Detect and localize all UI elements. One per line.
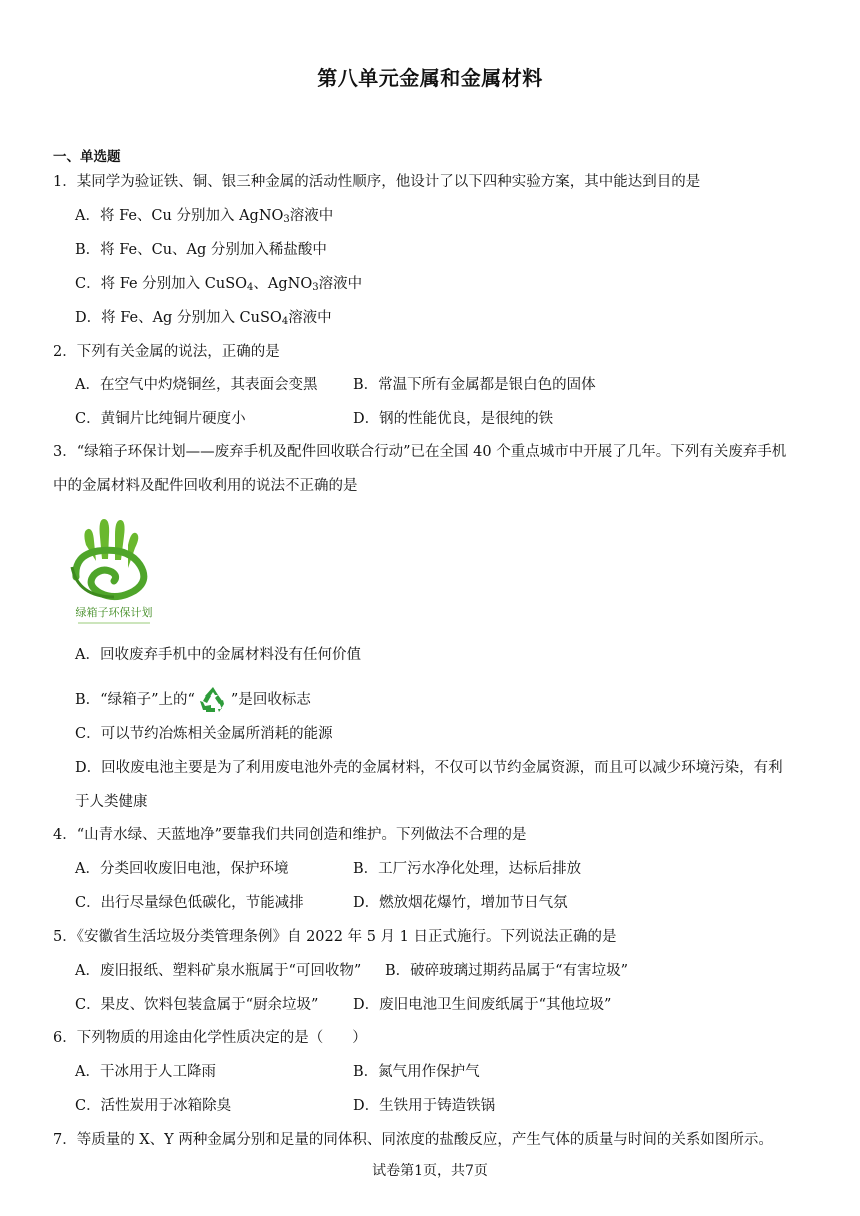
question-3-option-b: B．“绿箱子”上的“ ”是回收标志 — [75, 684, 311, 716]
page-title: 第八单元金属和金属材料 — [317, 66, 543, 90]
question-5-option-b: B．破碎玻璃过期药品属于“有害垃圾” — [385, 963, 628, 979]
question-3-option-d-line-2: 于人类健康 — [75, 794, 148, 810]
question-5-option-c: C．果皮、饮料包装盒属于“厨余垃圾” — [75, 997, 319, 1013]
question-3-option-a: A．回收废弃手机中的金属材料没有任何价值 — [75, 647, 361, 663]
question-1-option-c: C．将 Fe 分别加入 CuSO$_4$、AgNO$_3$溶液中 — [75, 276, 363, 293]
recycle-icon — [197, 684, 229, 716]
section-heading: 一、单选题 — [53, 149, 121, 165]
question-3-stem-line-1: 3．“绿箱子环保计划——废弃手机及配件回收联合行动”已在全国 40 个重点城市中开展了几年。下列有关废弃手机 — [53, 444, 787, 460]
question-4-option-c: C．出行尽量绿色低碳化，节能减排 — [75, 895, 304, 911]
question-5-option-a: A．废旧报纸、塑料矿泉水瓶属于“可回收物” — [75, 963, 362, 979]
question-1-option-b: B．将 Fe、Cu、Ag 分别加入稀盐酸中 — [75, 242, 327, 258]
page-footer: 试卷第1页，共7页 — [372, 1163, 488, 1179]
question-5-option-d: D．废旧电池卫生间废纸属于“其他垃圾” — [353, 997, 612, 1013]
question-4-option-d: D．燃放烟花爆竹，增加节日气氛 — [353, 895, 568, 911]
question-2-option-c: C．黄铜片比纯铜片硬度小 — [75, 411, 246, 427]
question-6-option-d: D．生铁用于铸造铁锅 — [353, 1098, 496, 1114]
question-4-option-a: A．分类回收废旧电池，保护环境 — [75, 861, 289, 877]
question-1-option-a: A．将 Fe、Cu 分别加入 AgNO$_3$溶液中 — [75, 208, 334, 225]
question-6-option-c: C．活性炭用于冰箱除臭 — [75, 1098, 232, 1114]
question-3-option-c: C．可以节约冶炼相关金属所消耗的能源 — [75, 726, 333, 742]
question-3-option-d-line-1: D．回收废电池主要是为了利用废电池外壳的金属材料，不仅可以节约金属资源，而且可以减少环境污染，有利 — [75, 760, 783, 776]
question-4-stem: 4．“山青水绿、天蓝地净”要靠我们共同创造和维护。下列做法不合理的是 — [53, 827, 527, 843]
question-6-option-a: A．干冰用于人工降雨 — [75, 1064, 216, 1080]
question-1-stem: 1．某同学为验证铁、铜、银三种金属的活动性顺序，他设计了以下四种实验方案，其中能达到目的是 — [53, 174, 701, 190]
question-6-stem: 6．下列物质的用途由化学性质决定的是（ ） — [53, 1030, 367, 1046]
question-1-option-d: D．将 Fe、Ag 分别加入 CuSO$_4$溶液中 — [75, 310, 332, 327]
green-box-logo-image — [66, 515, 162, 627]
question-2-stem: 2．下列有关金属的说法，正确的是 — [53, 344, 280, 360]
question-5-stem: 5．《安徽省生活垃圾分类管理条例》自 2022 年 5 月 1 日正式施行。下列说法正确的是 — [53, 929, 617, 945]
question-7-stem: 7．等质量的 X、Y 两种金属分别和足量的同体积、同浓度的盐酸反应，产生气体的质量与时间的关系如图所示。 — [53, 1132, 773, 1148]
question-2-option-a: A．在空气中灼烧铜丝，其表面会变黑 — [75, 377, 318, 393]
logo-caption: 绿箱子环保计划 — [75, 606, 153, 619]
question-3-stem-line-2: 中的金属材料及配件回收利用的说法不正确的是 — [53, 478, 358, 494]
question-2-option-b: B．常温下所有金属都是银白色的固体 — [353, 377, 596, 393]
question-2-option-d: D．钢的性能优良，是很纯的铁 — [353, 411, 554, 427]
question-4-option-b: B．工厂污水净化处理，达标后排放 — [353, 861, 582, 877]
question-6-option-b: B．氮气用作保护气 — [353, 1064, 480, 1080]
